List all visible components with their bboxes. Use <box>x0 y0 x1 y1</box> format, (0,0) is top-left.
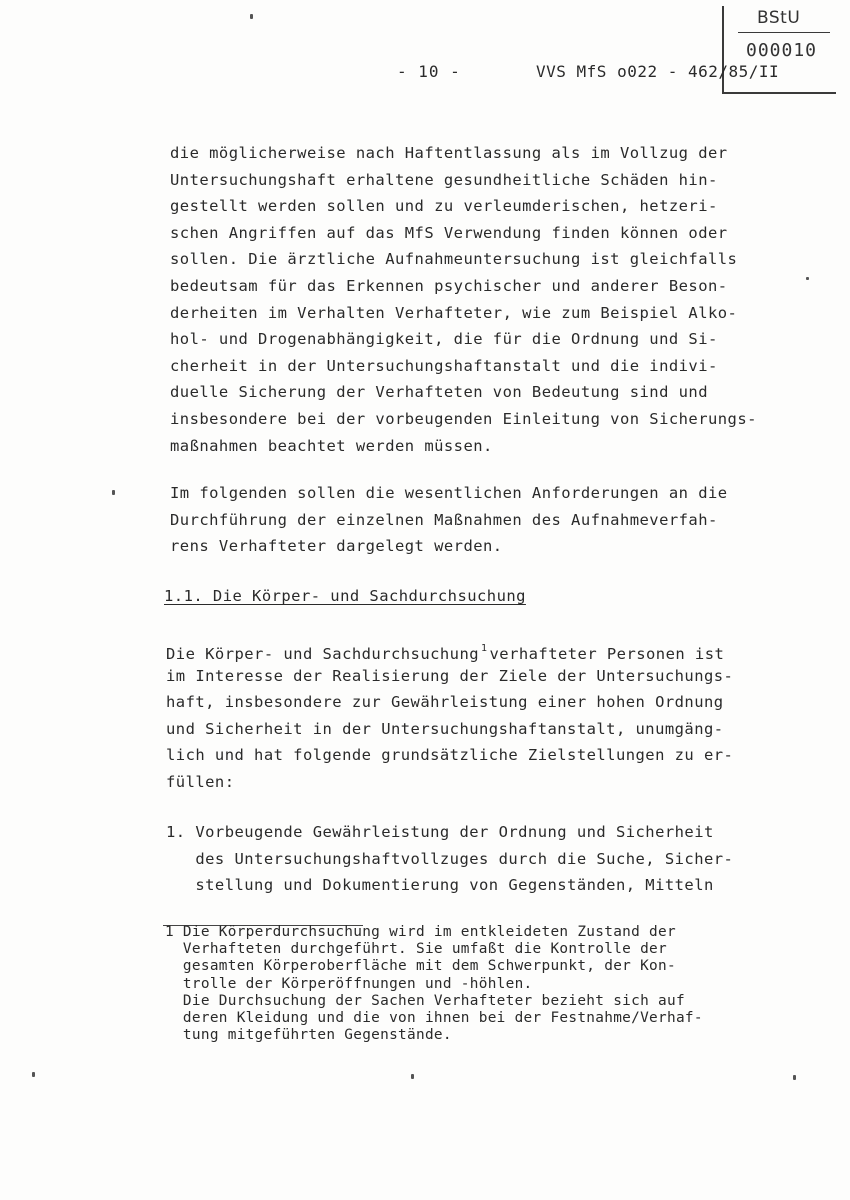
scan-speck <box>112 490 115 495</box>
page-number: - 10 - <box>397 62 461 81</box>
scan-speck <box>806 277 809 280</box>
paragraph-requirements-intro: Im folgenden sollen die wesentlichen Anforderungen an die Durchführung der einzelnen Maßnahmen des Aufnahmeverfah- rens Verhafteter dargelegt werden. <box>170 484 728 556</box>
section-intro-first-rest: verhafteter Personen ist <box>489 645 725 663</box>
scan-speck <box>32 1072 35 1077</box>
section-intro-paragraph: im Interesse der Realisierung der Ziele der Untersuchungs- haft, insbesondere zur Gewährleistung einer hohen Ordnung und Sicherheit in der Untersuchungshaftanstalt, unumgäng- lich und hat folgende grundsätzliche Zielstellungen zu er- füllen: <box>166 666 734 791</box>
scan-speck <box>411 1074 414 1079</box>
archive-stamp-divider <box>738 32 830 33</box>
list-item-1: 1. Vorbeugende Gewährleistung der Ordnung und Sicherheit des Untersuchungshaftvollzuges durch die Suche, Sicher- stellung und Dokumentierung von Gegenständen, Mitteln <box>166 823 734 895</box>
scan-speck <box>793 1075 796 1080</box>
document-reference: VVS MfS o022 - 462/85/II <box>536 62 780 81</box>
archive-stamp-number: 000010 <box>746 40 818 61</box>
scan-speck <box>250 14 253 19</box>
footnote-1: 1 Die Körperdurchsuchung wird im entkleideten Zustand der Verhafteten durchgeführt. Sie umfaßt die Kontrolle der gesamten Körperoberfläche mit dem Schwerpunkt, der Kon- trolle der Körperöffnungen und -höhlen. Die Durchsuchung der Sachen Verhafteter bezieht sich auf deren Kleidung und die von ihnen bei der Festnahme/Verhaf- tung mitgeführten Gegenstände. <box>165 924 703 1044</box>
archive-stamp-label: BStU <box>757 8 801 28</box>
paragraph-medical-examination: die möglicherweise nach Haftentlassung als im Vollzug der Untersuchungshaft erhaltene gesundheitliche Schäden hin- gestellt werden sollen und zu verleumderischen, hetzeri- schen Angriffen auf das MfS Verwendung finden können oder sollen. Die ärztliche Aufnahmeuntersuchung ist gleichfalls bedeutsam für das Erkennen psychischer und anderer Beson- derheiten im Verhalten Verhafteter, wie zum Beispiel Alko- hol- und Drogenabhängigkeit, die für die Ordnung und Si- cherheit in der Untersuchungshaftanstalt und die indivi- duelle Sicherung der Verhafteten von Bedeutung sind und insbesondere bei der vorbeugenden Einleitung von Sicherungs- maßnahmen beachtet werden müssen. <box>170 144 757 455</box>
section-heading: 1.1. Die Körper- und Sachdurchsuchung <box>164 587 526 605</box>
section-intro-first-part: Die Körper- und Sachdurchsuchung <box>166 645 480 663</box>
footnote-reference-marker: 1 <box>481 643 488 654</box>
